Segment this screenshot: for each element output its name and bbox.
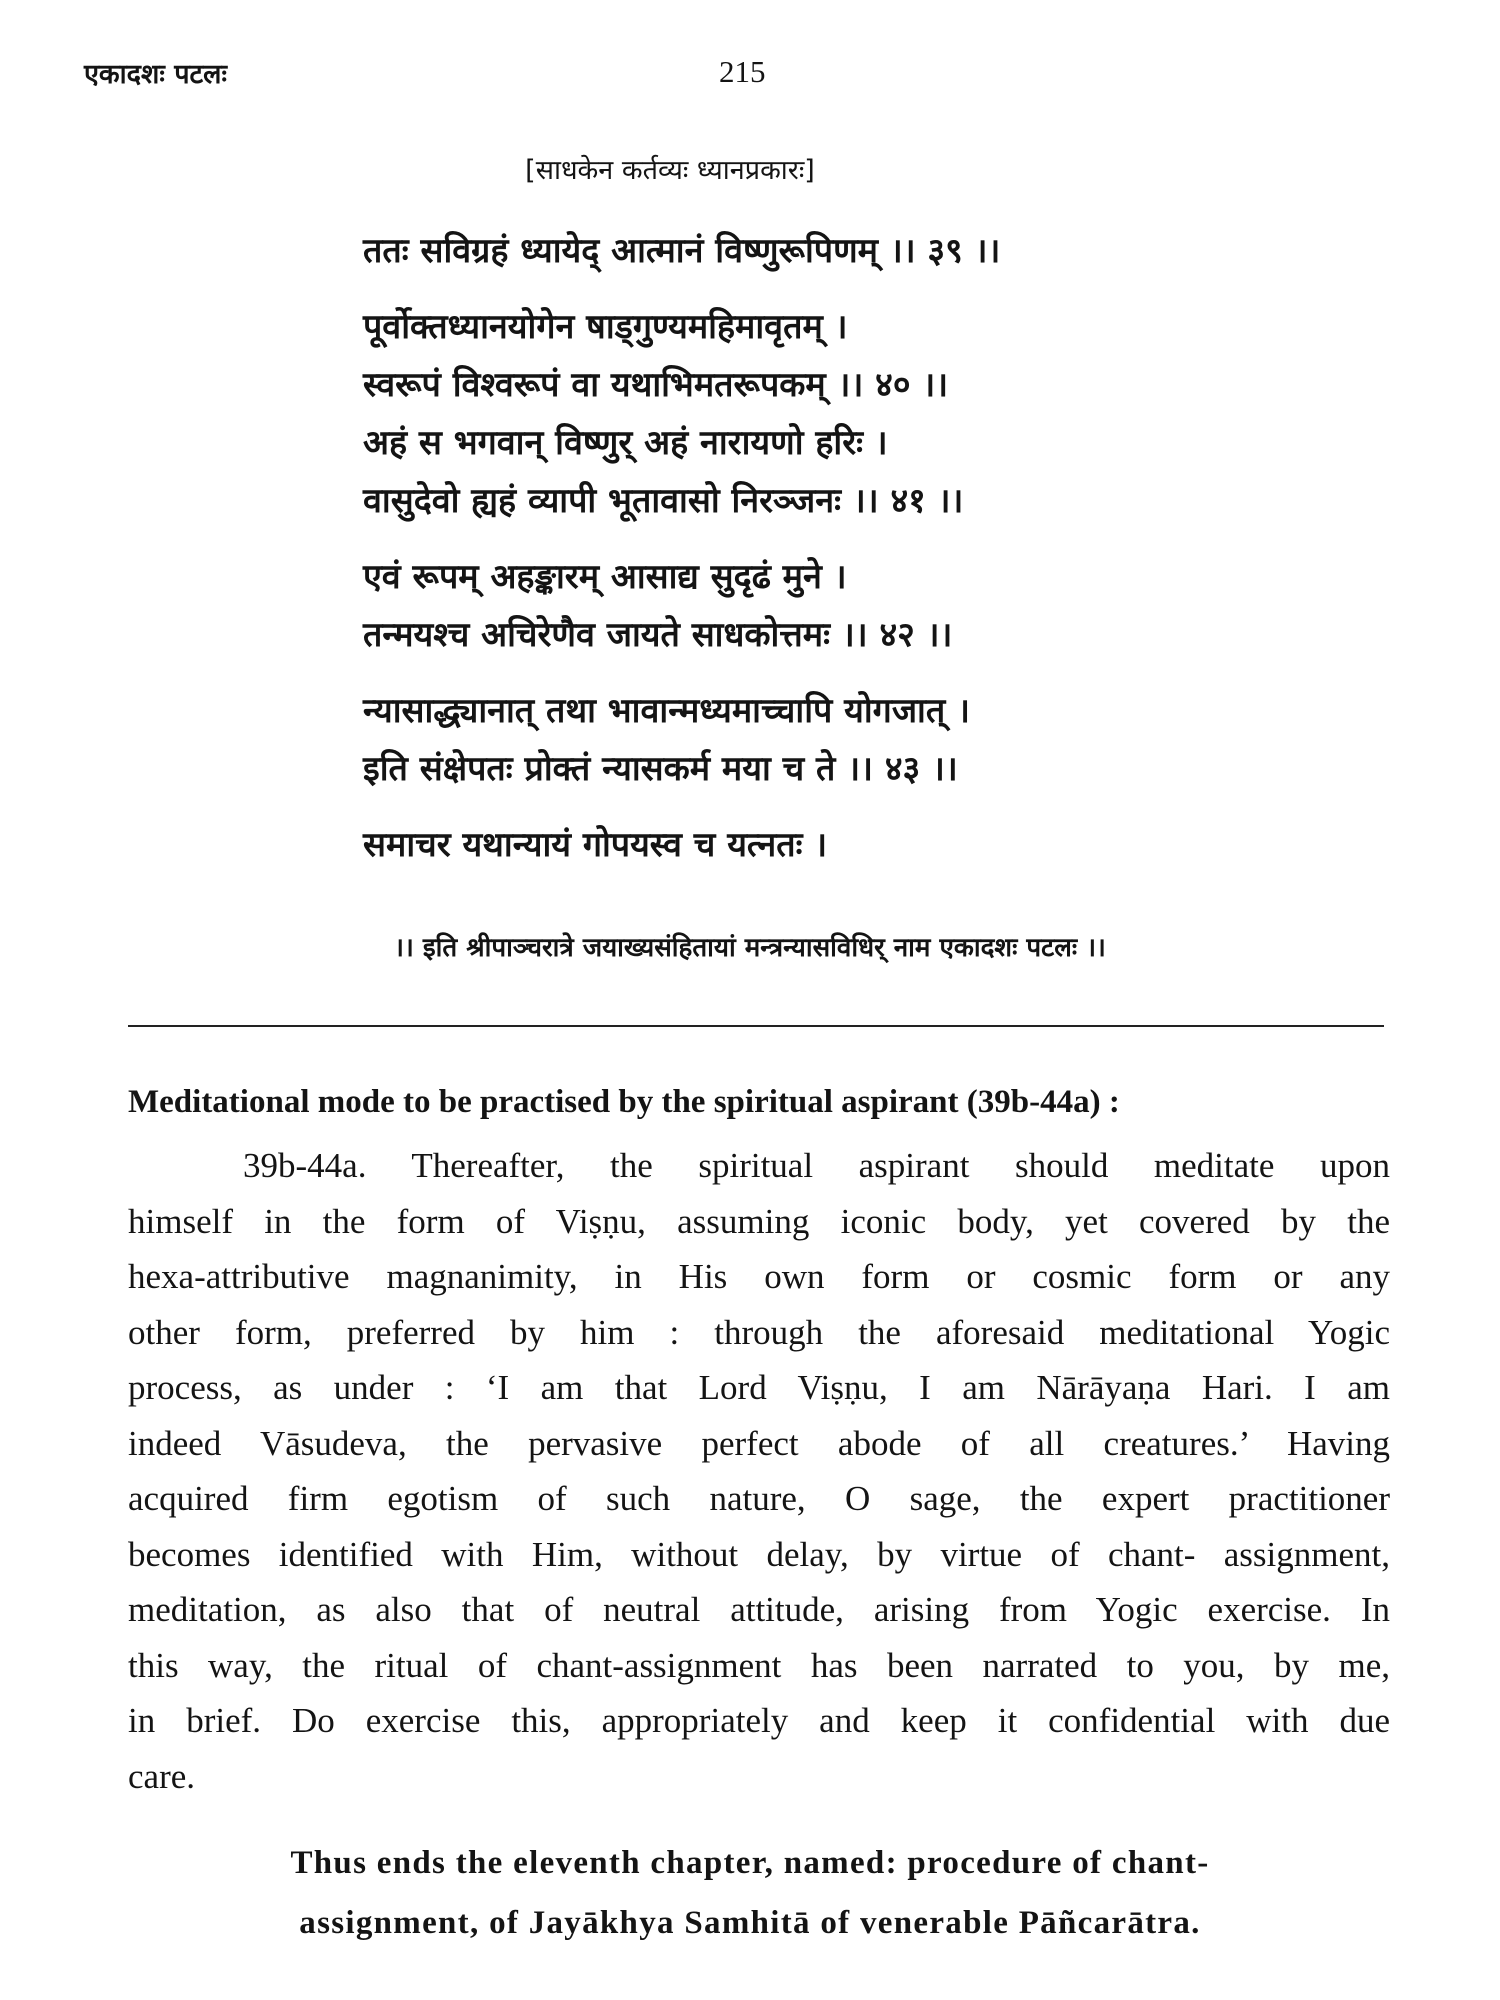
- paragraph-line: meditation, as also that of neutral attitude, arising from Yogic exercise. In: [128, 1590, 1390, 1629]
- verse-line: अहं स भगवान् विष्णुर् अहं नारायणो हरिः ।: [363, 423, 888, 463]
- paragraph-line: in brief. Do exercise this, appropriately and keep it confidential with due: [128, 1701, 1390, 1740]
- verse-line: न्यासाद्ध्यानात् तथा भावान्मध्यमाच्चापि योगजात् ।: [363, 691, 970, 731]
- paragraph-line: care.: [128, 1756, 196, 1796]
- paragraph-line: acquired firm egotism of such nature, O sage, the expert practitioner: [128, 1479, 1390, 1518]
- sanskrit-colophon: ।। इति श्रीपाञ्चरात्रे जयाख्यसंहितायां मन्त्रन्यासविधिर् नाम एकादशः पटलः ।।: [394, 933, 1106, 963]
- paragraph-line: himself in the form of Viṣṇu, assuming iconic body, yet covered by the: [128, 1201, 1390, 1241]
- paragraph-line: this way, the ritual of chant-assignment has been narrated to you, by me,: [128, 1645, 1390, 1685]
- verse-line: स्वरूपं विश्वरूपं वा यथाभिमतरूपकम् ।। ४० ।।: [363, 365, 949, 405]
- paragraph-line: other form, preferred by him : through the aforesaid meditational Yogic: [128, 1312, 1390, 1352]
- page-number: 215: [719, 54, 766, 89]
- running-head: एकादशः पटलः: [84, 59, 227, 90]
- verse-line: समाचर यथान्यायं गोपयस्व च यत्नतः ।: [363, 825, 828, 865]
- page-header: [84, 54, 1184, 104]
- verse-line: इति संक्षेपतः प्रोक्तं न्यासकर्म मया च ते ।। ४३ ।।: [363, 749, 958, 789]
- closing-line: assignment, of Jayākhya Samhitā of venerable Pāñcarātra.: [299, 1905, 1201, 1941]
- section-divider: [128, 1025, 1384, 1027]
- closing-line: Thus ends the eleventh chapter, named: procedure of chant-: [290, 1845, 1210, 1881]
- sanskrit-section-heading: [साधकेन कर्तव्यः ध्यानप्रकारः]: [525, 155, 815, 186]
- verse-line: वासुदेवो ह्यहं व्यापी भूतावासो निरञ्जनः ।। ४१ ।।: [363, 481, 964, 521]
- verse-line: ततः सविग्रहं ध्यायेद् आत्मानं विष्णुरूपिणम् ।। ३९ ।।: [363, 231, 1001, 271]
- verse-line: पूर्वोक्तध्यानयोगेन षाड्गुण्यमहिमावृतम् ।: [363, 307, 848, 347]
- translation-heading: Meditational mode to be practised by the spiritual aspirant (39b-44a) :: [128, 1084, 1120, 1120]
- paragraph-line: indeed Vāsudeva, the pervasive perfect abode of all creatures.’ Having: [128, 1423, 1390, 1463]
- paragraph-line: becomes identified with Him, without delay, by virtue of chant- assignment,: [128, 1534, 1390, 1574]
- translation-paragraph: [128, 1138, 1390, 1804]
- chapter-closing-note: [0, 1833, 1500, 1953]
- paragraph-line: 39b-44a. Thereafter, the spiritual aspirant should meditate upon: [243, 1146, 1390, 1185]
- paragraph-line: process, as under : ‘I am that Lord Viṣṇu, I am Nārāyaṇa Hari. I am: [128, 1368, 1390, 1407]
- verse-line: एवं रूपम् अहङ्कारम् आसाद्य सुदृढं मुने ।: [363, 557, 847, 597]
- sanskrit-verses: [363, 226, 1363, 878]
- paragraph-line: hexa-attributive magnanimity, in His own form or cosmic form or any: [128, 1257, 1390, 1296]
- verse-line: तन्मयश्च अचिरेणैव जायते साधकोत्तमः ।। ४२ ।।: [363, 615, 953, 655]
